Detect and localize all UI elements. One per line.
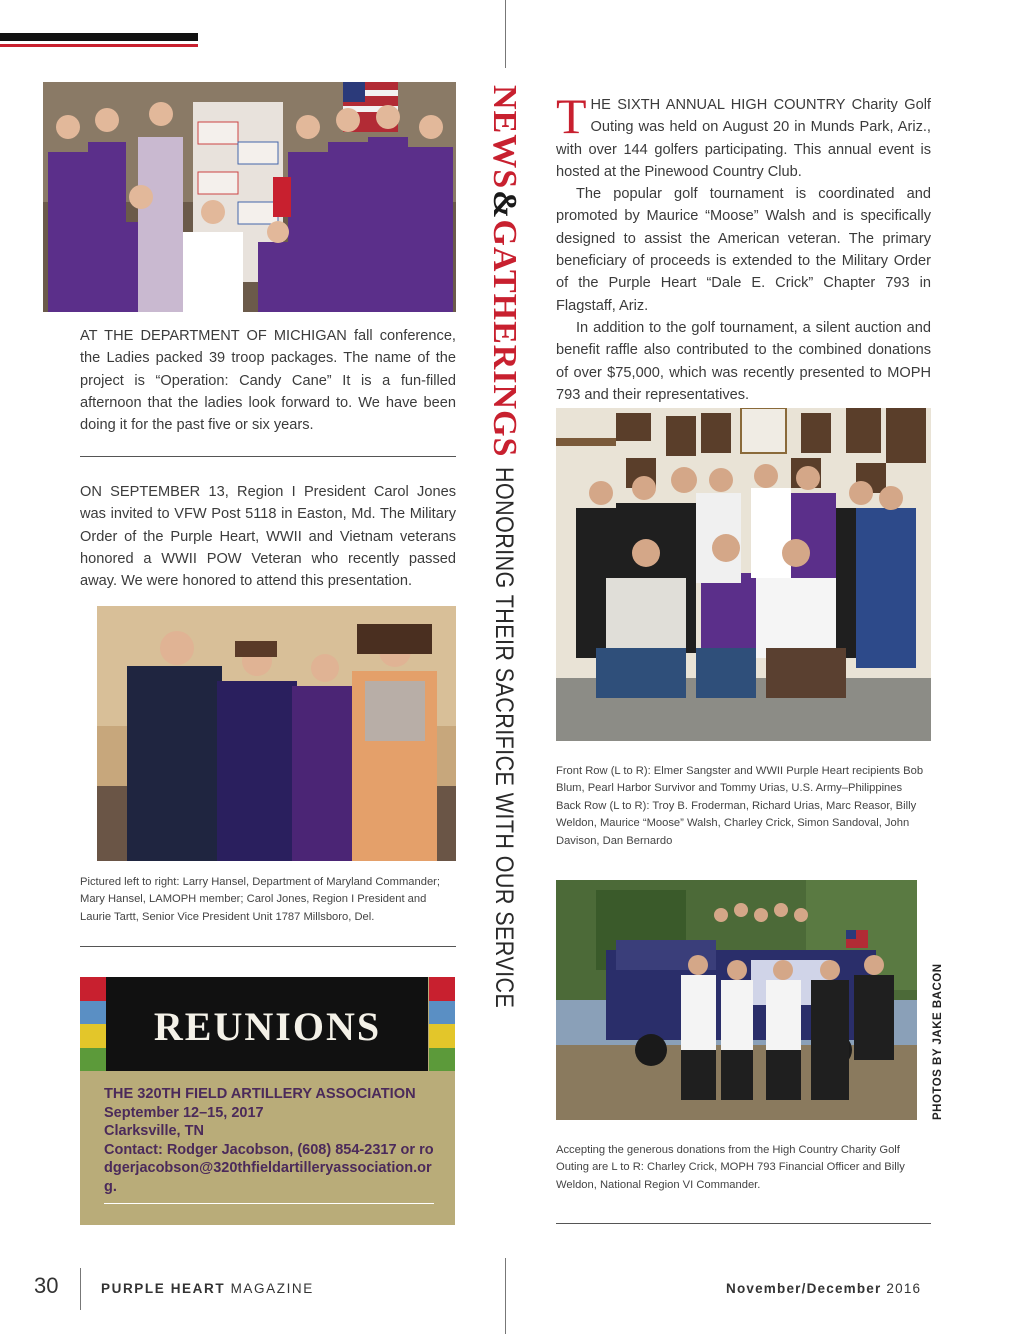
drop-cap: T [556,88,587,144]
header-rule-red [0,44,198,47]
title-ampersand: & [486,190,523,219]
reunion-dates: September 12–15, 2017 [104,1104,264,1121]
magazine-name-light: MAGAZINE [230,1281,314,1296]
reunion-listing [104,1085,434,1196]
photo-donation-caption: Accepting the generous donations from the High Country Charity Golf Outing are L to R: Charley Crick, MOPH 793 Financial Officer and Billy Weldon, National Region VI Commander. [556,1144,905,1191]
photo-veterans-group [556,408,931,741]
section-divider-2 [80,946,456,947]
photo-credit-text: PHOTOS BY JAKE BACON [932,963,944,1120]
title-subtitle: HONORING THEIR SACRIFICE WITH OUR SERVICE [490,467,519,1009]
article-paragraph-1: HE SIXTH ANNUAL HIGH COUNTRY Charity Golf Outing was held on August 20 in Munds Park, Ariz., with over 144 golfers participating. This annual event is hosted at the Pinewood Country Club. [556,97,931,180]
top-divider-line [505,0,506,68]
issue-months: November/December [726,1281,882,1296]
page-number: 30 [34,1273,59,1298]
section-divider-3 [556,1223,931,1224]
caption-front-row: Front Row (L to R): Elmer Sangster and WWII Purple Heart recipients Bob Blum, Pearl Harbor Survivor and Tommy Urias, U.S. Army–Philippines [556,765,924,795]
reunion-underline [104,1203,434,1204]
title-news: NEWS [486,85,523,190]
issue-year: 2016 [886,1281,922,1296]
september-paragraph: ON SEPTEMBER 13, Region I President Carol Jones was invited to VFW Post 5118 in Easton, Md. The Military Order of the Purple Heart, WWII and Vietnam veterans honored a WWII POW Veteran who recently passed away. We were honored to attend this presentation. [80,484,456,590]
stripe-red-right [429,977,455,1001]
caption-back-row: Back Row (L to R): Troy B. Froderman, Richard Urias, Marc Reasor, Billy Weldon, Maurice “Moose” Walsh, Charley Crick, Simon Sandoval, John Davison, Dan Bernardo [556,799,917,847]
bottom-divider-line [505,1258,506,1334]
reunions-title: REUNIONS [153,1004,382,1049]
stripe-green-right [429,1048,455,1072]
photo-credit [926,963,950,1120]
photo-maryland-group [97,606,456,861]
section-divider-1 [80,456,456,457]
header-rule-black [0,33,198,41]
photo-michigan-ladies [43,82,456,312]
photo-maryland-caption: Pictured left to right: Larry Hansel, Department of Maryland Commander; Mary Hansel, LAMOPH member; Carol Jones, Region I President and Laurie Tartt, Senior Vice President Unit 1787 Millsboro, Del. [80,876,441,923]
golf-article [556,88,931,406]
magazine-name [101,1281,314,1296]
issue-date [726,1281,921,1296]
stripe-red-left [80,977,106,1001]
section-title-vertical [484,85,524,1245]
photo-donation [556,880,917,1120]
reunion-contact: Contact: Rodger Jacobson, (608) 854-2317 or rodgerjacobson@320thfieldartilleryassociation.org. [104,1141,434,1195]
stripe-green-left [80,1048,106,1072]
reunion-location: Clarksville, TN [104,1123,204,1139]
article-paragraph-2: The popular golf tournament is coordinated and promoted by Maurice “Moose” Walsh and is specifically designed to assist the American veteran. The primary beneficiary of proceeds is extended to the Military Order of the Purple Heart “Dale E. Crick” Chapter 793 in Flagstaff, Ariz. [556,186,931,314]
photo-veterans-caption [556,763,934,850]
reunions-box [80,977,455,1225]
reunion-org: THE 320TH FIELD ARTILLERY ASSOCIATION [104,1086,416,1102]
title-gatherings: GATHERINGS [486,219,523,458]
magazine-name-bold: PURPLE HEART [101,1281,226,1296]
article-paragraph-3: In addition to the golf tournament, a silent auction and benefit raffle also contributed to the combined donations of over $75,000, which was recently presented to MOPH 793 and their representatives. [556,319,931,403]
footer-divider-line [80,1268,81,1310]
michigan-paragraph: AT THE DEPARTMENT OF MICHIGAN fall conference, the Ladies packed 39 troop packages. The name of the project is “Operation: Candy Cane” It is a fun-filled afternoon that the ladies look forward to. We have been doing it for the past five or six years. [80,328,456,434]
